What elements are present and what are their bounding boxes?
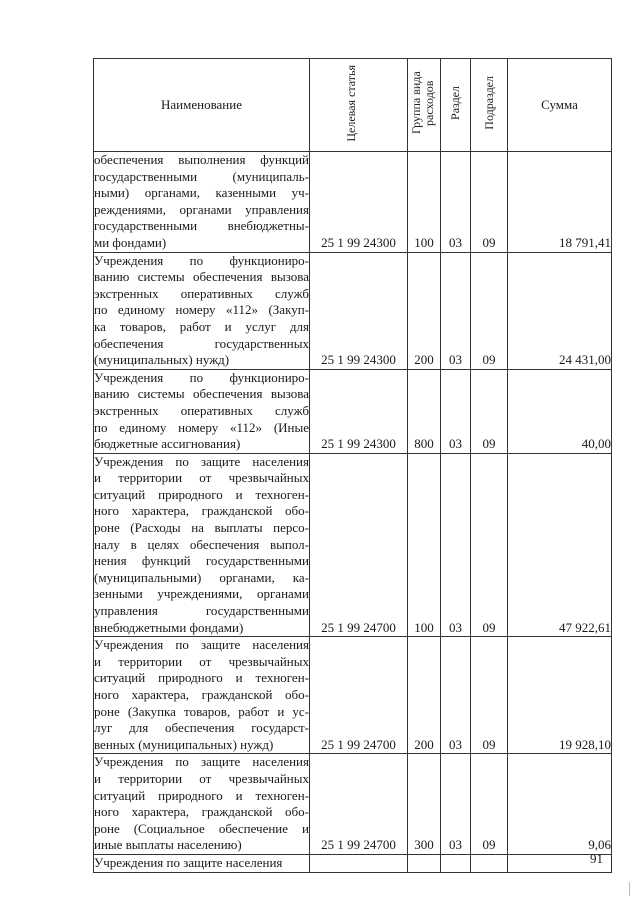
row-target-article [310,854,408,872]
name-line: ка товаров, работ и услуг для [94,318,309,334]
row-subsection: 09 [471,754,508,855]
name-line: (муниципальными) органами, ка- [94,569,309,585]
name-line: Учреждения по защите населения [94,637,309,653]
name-line: налу в целях обеспечения выпол- [94,536,309,552]
name-line: роне (Расходы на выплаты персо- [94,520,309,536]
row-target-article: 25 1 99 24700 [310,754,408,855]
table-row [94,637,612,754]
name-line: Учреждения по защите населения [94,754,309,770]
name-line: зенными учреждениями, органами [94,586,309,602]
name-line: роне (Закупка товаров, работ и ус- [94,703,309,719]
name-line: государственными (муниципаль- [94,168,309,184]
table-row [94,152,612,253]
row-expense-group: 100 [408,152,441,253]
name-line: и территории от чрезвычайных [94,770,309,786]
name-line: (муниципальных) нужд) [94,352,230,368]
name-line: обеспечения государственных [94,335,309,351]
name-line: ситуаций природного и техноген- [94,787,309,803]
name-line: ситуаций природного и техноген- [94,486,309,502]
name-line: управления государственными [94,603,309,619]
name-line: Учреждения по защите населения [94,453,309,469]
page-number: 91 [590,851,603,866]
header-target-article: Целевая статья [310,59,408,152]
row-name [94,152,310,253]
row-section: 03 [441,369,471,453]
row-subsection: 09 [471,369,508,453]
row-expense-group: 100 [408,453,441,637]
table-row [94,369,612,453]
row-section: 03 [441,252,471,369]
table-row [94,854,612,872]
row-section [441,854,471,872]
row-section: 03 [441,754,471,855]
name-line: экстренных оперативных служб [94,402,309,418]
name-line: Учреждения по функциониро- [94,369,309,385]
row-sum: 24 431,00 [508,252,612,369]
name-line: бюджетные ассигнования) [94,436,241,452]
row-subsection: 09 [471,637,508,754]
row-sum: 40,00 [508,369,612,453]
name-line: обеспечения выполнения функций [94,152,309,167]
row-target-article: 25 1 99 24300 [310,252,408,369]
header-section: Раздел [441,59,471,152]
header-subsection: Подраздел [471,59,508,152]
name-line: Учреждения по защите населения [94,854,283,870]
header-name: Наименование [94,59,310,152]
row-target-article: 25 1 99 24300 [310,369,408,453]
row-target-article: 25 1 99 24300 [310,152,408,253]
row-expense-group [408,854,441,872]
row-sum: 9,06 [508,754,612,855]
row-section: 03 [441,637,471,754]
name-line: и территории от чрезвычайных [94,653,309,669]
name-line: реждениями, органами управления [94,201,309,217]
row-expense-group: 800 [408,369,441,453]
table-row [94,754,612,855]
name-line: государственными внебюджетны- [94,218,309,234]
row-expense-group: 200 [408,637,441,754]
name-line: Учреждения по функциониро- [94,252,309,268]
row-name [94,453,310,637]
name-line: луг для обеспечения государст- [94,720,309,736]
row-sum: 18 791,41 [508,152,612,253]
table-body [94,152,612,873]
row-sum: 19 928,10 [508,637,612,754]
name-line: венных (муниципальных) нужд) [94,736,274,752]
table-row [94,252,612,369]
budget-table [93,58,612,873]
row-name [94,369,310,453]
row-sum: 47 922,61 [508,453,612,637]
row-target-article: 25 1 99 24700 [310,453,408,637]
row-subsection: 09 [471,152,508,253]
header-sum: Сумма [508,59,612,152]
row-name [94,754,310,855]
row-name [94,854,310,872]
name-line: внебюджетными фондами) [94,619,244,635]
name-line: ного характера, гражданской обо- [94,687,309,702]
name-line: ного характера, гражданской обо- [94,804,309,820]
row-subsection: 09 [471,252,508,369]
name-line: по единому номеру «112» (Закуп- [94,302,309,318]
row-section: 03 [441,152,471,253]
row-expense-group: 200 [408,252,441,369]
row-section: 03 [441,453,471,637]
name-line: нения функций государственными [94,553,309,569]
name-line: иные выплаты населению) [94,837,242,853]
table-header-row [94,59,612,152]
row-name [94,252,310,369]
header-expense-group: Группа вида расходов [408,59,441,152]
row-name [94,637,310,754]
name-line: ными) органами, казенными уч- [94,185,309,201]
table-row [94,453,612,637]
row-expense-group: 300 [408,754,441,855]
name-line: роне (Социальное обеспечение и [94,820,309,836]
row-target-article: 25 1 99 24700 [310,637,408,754]
name-line: по единому номеру «112» (Иные [94,419,309,435]
row-subsection: 09 [471,453,508,637]
row-subsection [471,854,508,872]
name-line: ванию системы обеспечения вызова [94,269,309,285]
name-line: ми фондами) [94,234,167,250]
name-line: ситуаций природного и техноген- [94,670,309,686]
name-line: ного характера, гражданской обо- [94,503,309,519]
name-line: экстренных оперативных служб [94,285,309,301]
name-line: и территории от чрезвычайных [94,470,309,486]
scan-edge-mark [629,882,630,896]
name-line: ванию системы обеспечения вызова [94,386,309,402]
